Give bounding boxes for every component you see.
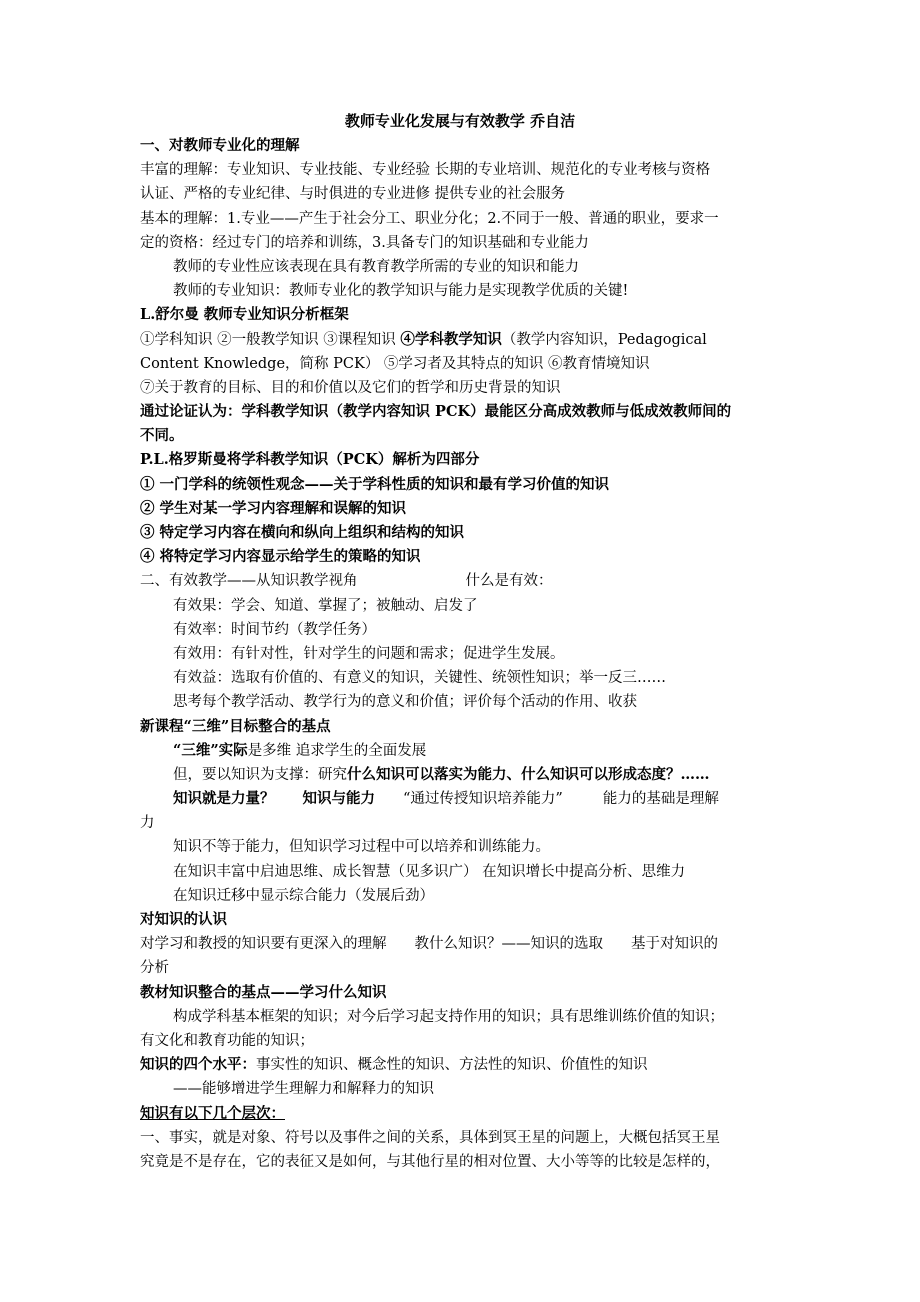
paragraph-line: 分析 [140,960,169,977]
text-run: “通过传授知识培养能力” [403,791,563,808]
section-heading: L.舒尔曼 教师专业知识分析框架 [140,306,349,324]
paragraph-line: 知识不等于能力，但知识学习过程中可以培养和训练能力。 [173,839,550,856]
text-run: 基于对知识的 [631,936,718,953]
paragraph-line [140,763,785,787]
paragraph-line: 究竟是不是存在，它的表征又是如何，与其他行星的相对位置、大小等等的比较是怎样的， [140,1153,720,1170]
text-run-bold: 什么知识可以落实为能力、什么知识可以形成态度？…… [347,765,710,783]
text-run: 是多维 追求学生的全面发展 [247,742,427,759]
section-heading: P.L.格罗斯曼将学科教学知识（PCK）解析为四部分 [140,451,480,469]
paragraph-line: ⑦关于教育的目标、目的和价值以及它们的哲学和历史背景的知识 [140,379,561,396]
paragraph-line: 基本的理解：1.专业——产生于社会分工、职业分化；2.不同于一般、普通的职业，要求一 [140,210,719,227]
list-item: ④ 将特定学习内容显示给学生的策略的知识 [140,548,421,566]
paragraph-line: 认证、严格的专业纪律、与时俱进的专业进修 提供专业的社会服务 [140,186,566,203]
text-run-bold: “三维”实际 [173,741,248,759]
text-run: 对学习和教授的知识要有更深入的理解 [140,936,387,953]
section-heading [140,569,785,593]
paragraph-line-bold: 通过论证认为：学科教学知识（教学内容知识 PCK）最能区分高成效教师与低成效教师间的 [140,403,732,421]
text-run: 事实性的知识、概念性的知识、方法性的知识、价值性的知识 [256,1057,648,1074]
section-heading: 教材知识整合的基点——学习什么知识 [140,983,387,1001]
text-run: 但，要以知识为支撑：研究 [173,766,347,783]
section-heading: 知识有以下几个层次： [140,1104,285,1122]
paragraph-line: 定的资格：经过专门的培养和训练，3.具备专门的知识基础和专业能力 [140,234,589,251]
section-heading: 对知识的认识 [140,911,227,928]
document-body [140,134,785,1174]
paragraph-line [140,932,785,956]
text-run: 什么是有效： [465,573,553,590]
paragraph-line-bold: 不同。 [140,427,184,445]
text-run-bold: 知识与能力 [302,790,375,808]
paragraph-line [140,787,785,811]
list-item: ② 学生对某一学习内容理解和误解的知识 [140,499,407,517]
text-run-bold: 知识的四个水平： [140,1056,256,1074]
paragraph-line: 力 [140,815,155,832]
paragraph-line: 有文化和教育功能的知识； [140,1032,314,1049]
text-run: ①学科知识 ②一般教学知识 ③课程知识 [140,331,401,348]
paragraph-line: 构成学科基本框架的知识；对今后学习起支持作用的知识；具有思维训练价值的知识； [173,1008,724,1025]
text-run: 二、有效教学——从知识教学视角 [140,573,358,590]
paragraph-line: 在知识迁移中显示综合能力（发展后劲） [173,887,434,904]
text-run-bold: 知识就是力量？ [173,790,275,808]
paragraph-line: 在知识丰富中启迪思维、成长智慧（见多识广） 在知识增长中提高分析、思维力 [173,863,686,880]
paragraph-line: 一、事实，就是对象、符号以及事件之间的关系，具体到冥王星的问题上，大概包括冥王星 [140,1129,720,1146]
paragraph-line: 丰富的理解：专业知识、专业技能、专业经验 长期的专业培训、规范化的专业考核与资格 [140,162,711,179]
paragraph-line: 有效用：有针对性，针对学生的问题和需求；促进学生发展。 [173,645,565,662]
list-item: ① 一门学科的统领性观念——关于学科性质的知识和最有学习价值的知识 [140,475,610,493]
paragraph-line: 教师的专业知识：教师专业化的教学知识与能力是实现教学优质的关键! [173,283,629,300]
text-run: 能力的基础是理解 [602,791,719,808]
paragraph-line [140,739,785,763]
paragraph-line: Content Knowledge，简称 PCK） ⑤学习者及其特点的知识 ⑥教育情境知识 [140,355,650,372]
paragraph-line [140,328,785,352]
paragraph-line: 有效率：时间节约（教学任务） [173,621,376,638]
paragraph-line: 有效果：学会、知道、掌握了；被触动、启发了 [173,597,478,614]
paragraph-line: ——能够增进学生理解力和解释力的知识 [173,1081,434,1098]
text-run-bold: ④学科教学知识 [400,330,502,348]
section-heading: 新课程“三维”目标整合的基点 [140,717,331,735]
section-heading: 一、对教师专业化的理解 [140,137,300,154]
text-run: （教学内容知识，Pedagogical [501,331,707,348]
text-run: 教什么知识？——知识的选取 [414,936,603,953]
paragraph-line: 有效益：选取有价值的、有意义的知识，关键性、统领性知识；举一反三…… [173,670,666,687]
paragraph-line [140,1053,785,1077]
paragraph-line: 教师的专业性应该表现在具有教育教学所需的专业的知识和能力 [173,258,579,275]
document-title: 教师专业化发展与有效教学 乔自洁 [344,112,576,130]
paragraph-line: 思考每个教学活动、教学行为的意义和价值；评价每个活动的作用、收获 [173,694,637,711]
list-item: ③ 特定学习内容在横向和纵向上组织和结构的知识 [140,524,465,541]
